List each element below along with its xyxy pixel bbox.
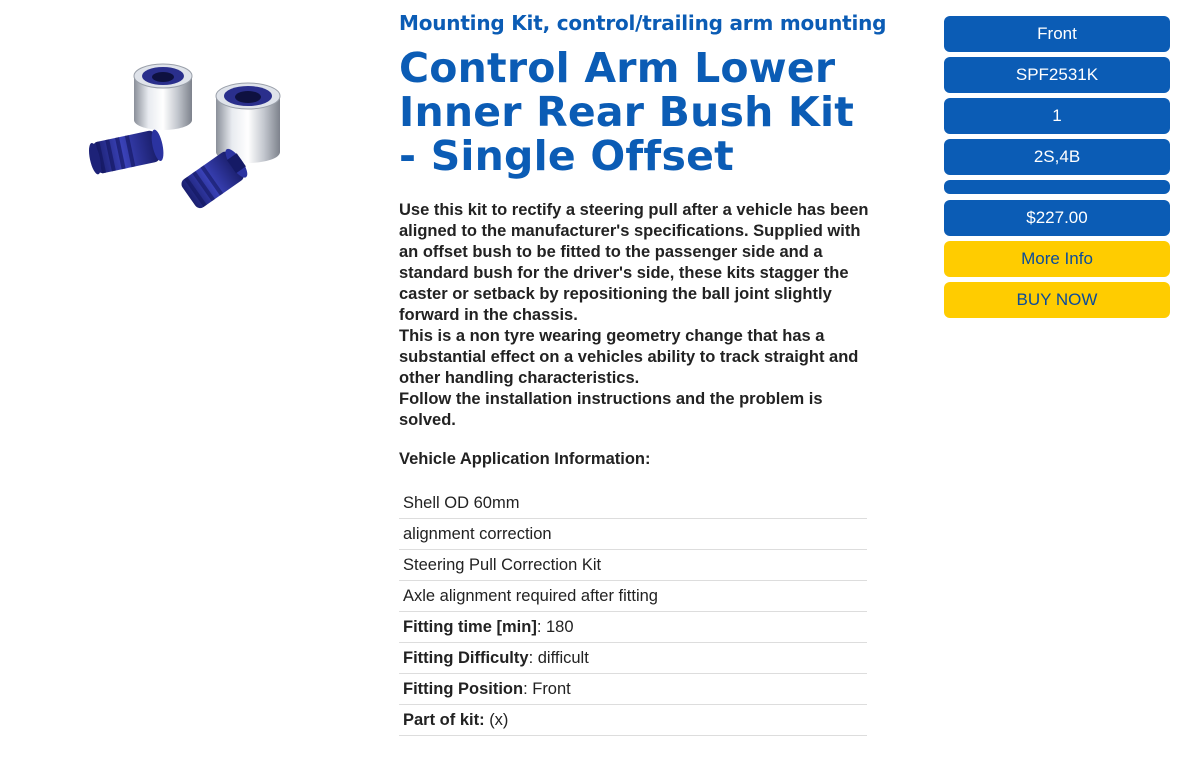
spec-cell: Axle alignment required after fitting [399, 581, 867, 612]
product-details [399, 10, 887, 736]
spec-cell [399, 674, 867, 705]
spec-value: 180 [546, 617, 574, 636]
poly-bush-left-image [87, 129, 166, 176]
spec-value: difficult [537, 648, 589, 667]
spec-separator: : [523, 679, 533, 698]
table-row [399, 488, 867, 519]
spec-label: Part of kit: [403, 710, 485, 729]
spec-separator: : [536, 617, 546, 636]
product-title-line-1: Control Arm Lower [399, 44, 836, 92]
spec-value: (x) [489, 710, 509, 729]
product-image [86, 56, 291, 228]
spec-separator: : [528, 648, 538, 667]
product-title-line-2: Inner Rear Bush Kit [399, 88, 855, 136]
table-row [399, 674, 867, 705]
part-number-badge: SPF2531K [944, 57, 1170, 93]
table-row [399, 519, 867, 550]
description-paragraph: Use this kit to rectify a steering pull after a vehicle has been aligned to the manufacturer's specifications. Supplied with an offset bush to be fitted to the passenger side and a standard bush for the driver's side, these kits stagger the caster or setback by repositioning the ball joint slightly forward in the chassis. [399, 201, 869, 324]
metal-shell-left-image [134, 64, 192, 130]
application-spec-table [399, 488, 867, 736]
product-sidebar [944, 16, 1170, 323]
product-description [399, 200, 869, 431]
spec-label: Fitting Position [403, 679, 524, 698]
table-row [399, 705, 867, 736]
metal-shell-right-image [216, 83, 280, 163]
product-title-line-3: - Single Offset [399, 132, 734, 180]
table-row [399, 550, 867, 581]
spec-cell: Shell OD 60mm [399, 488, 867, 519]
description-paragraph: This is a non tyre wearing geometry change that has a substantial effect on a vehicles ability to track straight and other handling characteristics. [399, 327, 859, 387]
description-paragraph: Follow the installation instructions and the problem is solved. [399, 390, 823, 429]
table-row [399, 612, 867, 643]
table-row [399, 581, 867, 612]
spec-cell [399, 705, 867, 736]
spec-cell [399, 643, 867, 674]
price-badge: $227.00 [944, 200, 1170, 236]
application-heading: Vehicle Application Information: [399, 450, 651, 468]
table-row [399, 643, 867, 674]
buy-now-button[interactable]: BUY NOW [944, 282, 1170, 318]
spec-label: Fitting time [min] [403, 617, 537, 636]
product-category: Mounting Kit, control/trailing arm mounting [399, 11, 887, 35]
more-info-button[interactable]: More Info [944, 241, 1170, 277]
empty-info-badge [944, 180, 1170, 194]
kit-code-badge: 2S,4B [944, 139, 1170, 175]
spec-label: Fitting Difficulty [403, 648, 529, 667]
spec-value: Front [532, 679, 571, 698]
position-badge: Front [944, 16, 1170, 52]
spec-cell: alignment correction [399, 519, 867, 550]
quantity-badge: 1 [944, 98, 1170, 134]
spec-cell [399, 612, 867, 643]
product-title [399, 46, 869, 178]
spec-cell: Steering Pull Correction Kit [399, 550, 867, 581]
